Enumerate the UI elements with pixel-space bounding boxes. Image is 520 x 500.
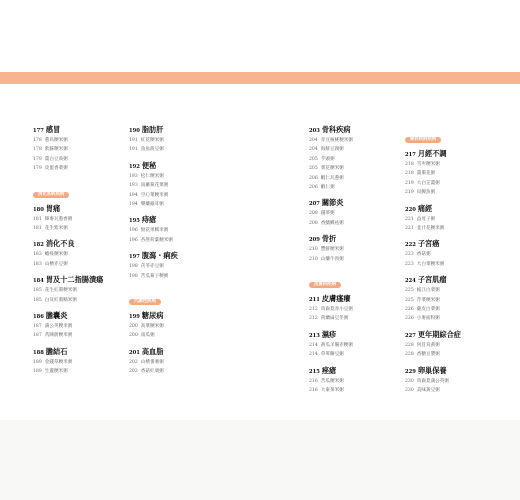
toc-entry[interactable] bbox=[309, 136, 404, 145]
section-title: 胃痛 bbox=[45, 203, 61, 213]
entry-page-number: 225 bbox=[405, 297, 414, 303]
entry-page-number: 210 bbox=[309, 247, 318, 253]
section-title: 胃及十二指腸潰瘍 bbox=[45, 275, 104, 285]
section-title: 月經不調 bbox=[417, 149, 447, 158]
entry-title: 韓麥瓦蔥香粥 bbox=[44, 216, 73, 222]
entry-title: 皮蛋香菜粥 bbox=[44, 166, 68, 172]
entry-page-number: 204 bbox=[309, 147, 318, 153]
toc-entry[interactable] bbox=[129, 262, 214, 271]
section-page-number: 199 bbox=[129, 314, 140, 321]
entry-page-number: 218 bbox=[405, 171, 414, 177]
toc-entry[interactable] bbox=[309, 145, 404, 154]
section-heading[interactable] bbox=[309, 198, 404, 209]
section-heading[interactable] bbox=[129, 215, 214, 226]
section-page-number: 201 bbox=[129, 349, 140, 356]
entry-title: 蒲公英粳米粥 bbox=[44, 324, 73, 330]
entry-title: 錢茶粥 bbox=[320, 211, 335, 217]
entry-title: 魚魚菠豆粥 bbox=[140, 147, 164, 153]
toc-entry[interactable] bbox=[33, 155, 118, 164]
toc-section bbox=[405, 149, 505, 198]
section-heading[interactable] bbox=[33, 275, 118, 286]
entry-page-number: 230 bbox=[405, 388, 414, 394]
toc-column-4 bbox=[405, 125, 505, 402]
toc-entry[interactable] bbox=[33, 367, 118, 376]
entry-page-number: 200 bbox=[129, 324, 138, 330]
section-heading[interactable] bbox=[309, 294, 404, 305]
section-title: 感冒 bbox=[45, 125, 61, 134]
section-page-number: 188 bbox=[33, 349, 44, 356]
entry-title: 白及紅棗糯米粥 bbox=[44, 297, 77, 303]
section-heading[interactable] bbox=[33, 239, 118, 250]
entry-title: 大東茶米粥 bbox=[320, 388, 344, 394]
section-heading[interactable] bbox=[405, 149, 505, 160]
section-page-number: 209 bbox=[309, 237, 320, 244]
toc-entry[interactable] bbox=[309, 155, 404, 164]
entry-page-number: 219 bbox=[405, 180, 414, 186]
toc-entry[interactable] bbox=[129, 145, 214, 154]
entry-title: 蝦仁瓦蔥粥 bbox=[320, 175, 344, 181]
chapter-label: 婦科疾病疾病 bbox=[405, 137, 441, 143]
section-page-number: 207 bbox=[309, 201, 320, 208]
toc-entry[interactable] bbox=[309, 350, 404, 359]
toc-entry[interactable] bbox=[405, 215, 505, 224]
entry-page-number: 218 bbox=[405, 162, 414, 167]
entry-page-number: 200 bbox=[129, 333, 138, 339]
section-page-number: 217 bbox=[405, 152, 416, 158]
section-heading[interactable] bbox=[129, 251, 214, 262]
toc-entry[interactable] bbox=[33, 145, 118, 154]
section-title: 關節炎 bbox=[321, 198, 344, 208]
entry-page-number: 221 bbox=[405, 226, 414, 232]
entry-title: 松仁粳米粥 bbox=[140, 173, 164, 179]
toc-entry[interactable] bbox=[129, 358, 214, 367]
toc-entry[interactable] bbox=[405, 179, 505, 188]
toc-entry[interactable] bbox=[309, 386, 404, 395]
toc-entry[interactable] bbox=[33, 296, 118, 305]
entry-title: 蟾疫粳米粥 bbox=[44, 252, 68, 258]
chapter-label: 消化系統疾病 bbox=[33, 192, 69, 198]
entry-page-number: 212 bbox=[309, 307, 318, 313]
entry-page-number: 198 bbox=[129, 264, 138, 270]
section-page-number: 184 bbox=[33, 278, 44, 285]
entry-title: 香菇粥 bbox=[416, 252, 431, 258]
section-title: 消化不良 bbox=[45, 239, 75, 249]
section-heading[interactable] bbox=[405, 239, 505, 250]
toc-entry[interactable] bbox=[33, 260, 118, 269]
toc-section bbox=[405, 275, 505, 324]
section-page-number: 177 bbox=[33, 128, 44, 134]
entry-page-number: 208 bbox=[309, 220, 318, 226]
entry-title: 荷蘭扁豆冬粥 bbox=[320, 316, 349, 322]
toc-entry[interactable] bbox=[309, 209, 404, 218]
entry-title: 紫蘇粳米粥 bbox=[44, 147, 68, 153]
toc-entry[interactable] bbox=[405, 260, 505, 269]
entry-page-number: 194 bbox=[129, 192, 138, 198]
section-heading[interactable] bbox=[405, 275, 505, 286]
toc-section bbox=[129, 161, 214, 210]
toc-entry[interactable] bbox=[33, 331, 118, 340]
entry-title: 樂藥銀耳粥 bbox=[140, 202, 164, 208]
entry-title: 美味黃豆粥 bbox=[416, 388, 440, 394]
entry-title: 紅花粳米粥 bbox=[140, 138, 164, 143]
section-title: 骨科疾病 bbox=[321, 125, 351, 134]
entry-title: 空心菜粳米粥 bbox=[140, 192, 169, 198]
entry-title: 南瓜粥 bbox=[140, 333, 155, 339]
entry-page-number: 191 bbox=[129, 147, 138, 153]
entry-page-number: 204 bbox=[309, 138, 318, 143]
toc-section bbox=[309, 125, 404, 192]
section-page-number: 227 bbox=[405, 332, 416, 339]
toc-section bbox=[405, 366, 505, 396]
entry-page-number: 226 bbox=[405, 316, 414, 322]
section-heading[interactable] bbox=[33, 347, 118, 358]
section-heading[interactable] bbox=[405, 330, 505, 341]
section-page-number: 213 bbox=[309, 332, 320, 339]
entry-title: 蝦仁粥 bbox=[320, 185, 335, 191]
entry-title: 花生紫米粥 bbox=[44, 226, 68, 232]
section-page-number: 222 bbox=[405, 242, 416, 249]
toc-entry[interactable] bbox=[129, 226, 214, 235]
entry-page-number: 178 bbox=[33, 147, 42, 153]
toc-entry[interactable] bbox=[129, 200, 214, 209]
entry-title: 杏蔗荷葉粳米粥 bbox=[140, 237, 173, 243]
toc-entry[interactable] bbox=[309, 164, 404, 173]
entry-page-number: 181 bbox=[33, 226, 42, 232]
toc-entry[interactable] bbox=[405, 314, 505, 323]
toc-entry[interactable] bbox=[309, 341, 404, 350]
entry-page-number: 191 bbox=[129, 138, 138, 143]
toc-entry[interactable] bbox=[405, 250, 505, 259]
toc-entry[interactable] bbox=[309, 377, 404, 386]
toc-entry[interactable] bbox=[405, 169, 505, 178]
section-heading[interactable] bbox=[33, 125, 118, 136]
entry-page-number: 187 bbox=[33, 333, 42, 339]
toc-entry[interactable] bbox=[405, 386, 505, 395]
entry-page-number: 219 bbox=[405, 190, 414, 196]
entry-title: 雪枣粳米粥 bbox=[416, 162, 440, 167]
entry-page-number: 205 bbox=[309, 156, 318, 162]
toc-entry[interactable] bbox=[309, 183, 404, 192]
entry-page-number: 187 bbox=[33, 324, 42, 330]
section-page-number: 186 bbox=[33, 314, 44, 321]
toc-entry[interactable] bbox=[405, 224, 505, 233]
section-heading[interactable] bbox=[129, 311, 214, 322]
toc-entry[interactable] bbox=[405, 341, 505, 350]
toc-entry[interactable] bbox=[405, 350, 505, 359]
section-page-number: 195 bbox=[129, 218, 140, 225]
entry-title: 芹菜粳米粥 bbox=[416, 297, 440, 303]
toc-section bbox=[129, 347, 214, 377]
entry-title: 馬齒莧赤小豆粥 bbox=[320, 307, 353, 313]
section-heading[interactable] bbox=[129, 125, 214, 136]
section-title: 便秘 bbox=[141, 160, 157, 170]
entry-page-number: 198 bbox=[129, 273, 138, 279]
toc-entry[interactable] bbox=[33, 250, 118, 259]
entry-title: 香糖豆漿粥 bbox=[416, 352, 440, 358]
section-title: 膽囊炎 bbox=[45, 311, 68, 321]
toc-entry[interactable] bbox=[309, 219, 404, 228]
toc-entry[interactable] bbox=[129, 272, 214, 281]
entry-title: 山楂番薯粥 bbox=[140, 359, 164, 365]
entry-page-number: 206 bbox=[309, 185, 318, 191]
entry-page-number: 189 bbox=[33, 369, 42, 375]
toc-entry[interactable] bbox=[33, 322, 118, 331]
entry-title: 香菇紅栗粥 bbox=[140, 369, 164, 375]
toc-entry[interactable] bbox=[309, 245, 404, 254]
page-footer bbox=[0, 420, 520, 500]
entry-page-number: 183 bbox=[33, 252, 42, 258]
section-title: 子宮癌 bbox=[417, 239, 440, 249]
entry-page-number: 208 bbox=[309, 211, 318, 217]
entry-title: 草萆薢豆粥 bbox=[320, 352, 344, 358]
section-heading[interactable] bbox=[405, 366, 505, 377]
section-page-number: 229 bbox=[405, 368, 416, 375]
toc-entry[interactable] bbox=[33, 136, 118, 145]
entry-page-number: 214 bbox=[309, 342, 318, 348]
entry-page-number: 193 bbox=[129, 173, 138, 179]
entry-page-number: 216 bbox=[309, 388, 318, 394]
entry-title: 何首烏黃粥 bbox=[416, 342, 440, 348]
section-title: 骨折 bbox=[321, 234, 337, 244]
entry-page-number: 179 bbox=[33, 156, 42, 162]
section-page-number: 224 bbox=[405, 278, 416, 285]
toc-section bbox=[405, 239, 505, 269]
toc-entry[interactable] bbox=[129, 181, 214, 190]
toc-entry[interactable] bbox=[33, 224, 118, 233]
toc-section bbox=[405, 204, 505, 234]
toc-entry[interactable] bbox=[129, 322, 214, 331]
entry-page-number: 179 bbox=[33, 166, 42, 172]
entry-title: 菜花粳米粥 bbox=[320, 166, 344, 172]
toc-section bbox=[309, 366, 404, 396]
entry-page-number: 228 bbox=[405, 342, 414, 348]
toc-entry[interactable] bbox=[405, 377, 505, 386]
section-page-number: 197 bbox=[129, 254, 140, 261]
entry-page-number: 196 bbox=[129, 228, 138, 234]
toc-entry[interactable] bbox=[309, 305, 404, 314]
entry-page-number: 185 bbox=[33, 297, 42, 303]
toc-entry[interactable] bbox=[405, 286, 505, 295]
entry-page-number: 205 bbox=[309, 166, 318, 172]
section-heading[interactable] bbox=[129, 347, 214, 358]
entry-page-number: 183 bbox=[33, 261, 42, 267]
entry-title: 芮陳蔚粳米粥 bbox=[44, 333, 73, 339]
toc-entry[interactable] bbox=[309, 174, 404, 183]
toc-section bbox=[129, 125, 214, 155]
toc-entry[interactable] bbox=[405, 305, 505, 314]
entry-title: 苦瓜菊子粳粥 bbox=[140, 273, 169, 279]
entry-title: 薑棗花粥 bbox=[416, 171, 436, 177]
toc-entry[interactable] bbox=[309, 314, 404, 323]
entry-page-number: 202 bbox=[129, 359, 138, 365]
toc-entry[interactable] bbox=[33, 164, 118, 173]
toc-section bbox=[405, 330, 505, 360]
toc-entry[interactable] bbox=[33, 286, 118, 295]
toc-section bbox=[309, 198, 404, 228]
entry-title: 大白芷薑粥 bbox=[416, 180, 440, 186]
toc-section bbox=[33, 347, 118, 377]
section-heading[interactable] bbox=[33, 204, 118, 215]
toc-entry[interactable] bbox=[33, 215, 118, 224]
section-title: 脂肪肝 bbox=[141, 125, 164, 134]
entry-page-number: 226 bbox=[405, 307, 414, 313]
entry-title: 馬齒莧蒲公英粥 bbox=[416, 378, 449, 384]
section-title: 腹瀉・痢疾 bbox=[141, 251, 178, 261]
entry-title: 生蓋粳米粥 bbox=[44, 369, 68, 375]
entry-page-number: 181 bbox=[33, 216, 42, 222]
entry-title: 薑白豆豉粥 bbox=[44, 156, 68, 162]
section-heading[interactable] bbox=[309, 330, 404, 341]
section-heading[interactable] bbox=[33, 311, 118, 322]
entry-title: 雨蘿菊花菜粥 bbox=[140, 183, 169, 189]
entry-title: 山楂赤豆粥 bbox=[44, 261, 68, 267]
toc-entry[interactable] bbox=[129, 172, 214, 181]
section-heading[interactable] bbox=[405, 204, 505, 215]
section-heading[interactable] bbox=[129, 161, 214, 172]
entry-page-number: 228 bbox=[405, 352, 414, 358]
section-page-number: 182 bbox=[33, 242, 44, 249]
entry-title: 赤豆核桃粳米粥 bbox=[320, 138, 353, 143]
entry-title: 小麥面粉粥 bbox=[416, 316, 440, 322]
toc-section bbox=[33, 311, 118, 341]
entry-page-number: 221 bbox=[405, 216, 414, 222]
entry-title: 山藥牛肉粥 bbox=[320, 256, 344, 262]
entry-title: 海鮮豆腐粥 bbox=[320, 147, 344, 153]
entry-title: 蔥烏粳米粥 bbox=[44, 138, 68, 143]
section-title: 糖尿病 bbox=[141, 311, 164, 321]
section-page-number: 220 bbox=[405, 206, 416, 213]
entry-page-number: 223 bbox=[405, 261, 414, 267]
toc-section bbox=[33, 239, 118, 269]
entry-page-number: 214 bbox=[309, 352, 318, 358]
entry-page-number: 230 bbox=[405, 378, 414, 384]
section-heading[interactable] bbox=[309, 125, 404, 136]
toc-entry[interactable] bbox=[129, 236, 214, 245]
section-page-number: 211 bbox=[309, 297, 320, 304]
toc-section bbox=[309, 330, 404, 360]
chapter-label: 皮膚科疾病 bbox=[309, 282, 341, 288]
entry-page-number: 210 bbox=[309, 256, 318, 262]
section-title: 濕疹 bbox=[321, 329, 337, 339]
chapter-label: 代謝性疾病 bbox=[129, 299, 161, 305]
section-title: 卵巢保養 bbox=[417, 365, 447, 375]
entry-title: 帳江白菜粥 bbox=[416, 288, 440, 294]
section-title: 子宮肌瘤 bbox=[417, 275, 447, 285]
entry-title: 大白菜粳米粥 bbox=[416, 261, 445, 267]
section-title: 更年期綜合症 bbox=[417, 329, 461, 339]
entry-title: 芋頭粥 bbox=[320, 156, 335, 162]
header-band bbox=[0, 72, 520, 84]
toc-entry[interactable] bbox=[129, 191, 214, 200]
toc-column-2 bbox=[129, 125, 214, 383]
toc-column-1 bbox=[33, 125, 118, 383]
section-page-number: 180 bbox=[33, 206, 44, 213]
toc-entry[interactable] bbox=[405, 160, 505, 169]
entry-title: 花生紅棗粳米粥 bbox=[44, 288, 77, 294]
toc-entry[interactable] bbox=[129, 367, 214, 376]
entry-title: 烏鰻魚粥 bbox=[416, 190, 436, 196]
entry-page-number: 202 bbox=[129, 369, 138, 375]
toc-section bbox=[129, 215, 214, 245]
section-page-number: 192 bbox=[129, 163, 140, 170]
entry-page-number: 178 bbox=[33, 138, 42, 143]
entry-title: 苦瓜粳米粥 bbox=[320, 378, 344, 384]
entry-title: 無花果糯米粥 bbox=[140, 228, 169, 234]
toc-section bbox=[129, 251, 214, 281]
toc-entry[interactable] bbox=[405, 188, 505, 197]
entry-page-number: 225 bbox=[405, 288, 414, 294]
section-page-number: 215 bbox=[309, 368, 320, 375]
toc-section bbox=[309, 234, 404, 264]
toc-entry[interactable] bbox=[405, 296, 505, 305]
entry-title: 豐鮮粳米粥 bbox=[320, 247, 344, 253]
entry-title: 高菜粳米粥 bbox=[140, 324, 164, 330]
section-heading[interactable] bbox=[309, 366, 404, 377]
section-title: 高血脂 bbox=[141, 346, 164, 356]
entry-title: 韭汁花粳米粥 bbox=[416, 226, 445, 232]
toc-entry[interactable] bbox=[309, 255, 404, 264]
section-title: 痛經 bbox=[417, 203, 433, 213]
section-title: 皮膚瘙癢 bbox=[321, 294, 351, 304]
section-page-number: 203 bbox=[309, 128, 320, 134]
toc-section bbox=[33, 204, 118, 234]
entry-title: 香鰭鰻祛粥 bbox=[320, 220, 344, 226]
entry-page-number: 196 bbox=[129, 237, 138, 243]
toc-entry[interactable] bbox=[129, 136, 214, 145]
section-title: 膽結石 bbox=[45, 346, 68, 356]
section-page-number: 190 bbox=[129, 128, 140, 134]
entry-page-number: 223 bbox=[405, 252, 414, 258]
section-title: 痤瘡 bbox=[321, 365, 337, 375]
toc-entry[interactable] bbox=[129, 331, 214, 340]
entry-title: 薩皮白菜粥 bbox=[416, 307, 440, 313]
entry-title: 益母子粥 bbox=[416, 216, 436, 222]
entry-title: 茯苓赤豆粥 bbox=[140, 264, 164, 270]
entry-page-number: 206 bbox=[309, 175, 318, 181]
toc-entry[interactable] bbox=[33, 358, 118, 367]
entry-title: 金錢草粳米粥 bbox=[44, 359, 73, 365]
entry-page-number: 212 bbox=[309, 316, 318, 322]
toc-section bbox=[309, 294, 404, 324]
toc-column-3 bbox=[309, 125, 404, 402]
entry-page-number: 194 bbox=[129, 202, 138, 208]
toc-section bbox=[33, 125, 118, 174]
entry-page-number: 189 bbox=[33, 359, 42, 365]
entry-page-number: 216 bbox=[309, 378, 318, 384]
toc-section bbox=[33, 275, 118, 305]
section-title: 痔瘡 bbox=[141, 215, 157, 225]
entry-page-number: 185 bbox=[33, 288, 42, 294]
toc-section bbox=[129, 311, 214, 341]
entry-title: 黃瓜羊腸赤粳粥 bbox=[320, 342, 353, 348]
entry-page-number: 193 bbox=[129, 183, 138, 189]
section-heading[interactable] bbox=[309, 234, 404, 245]
